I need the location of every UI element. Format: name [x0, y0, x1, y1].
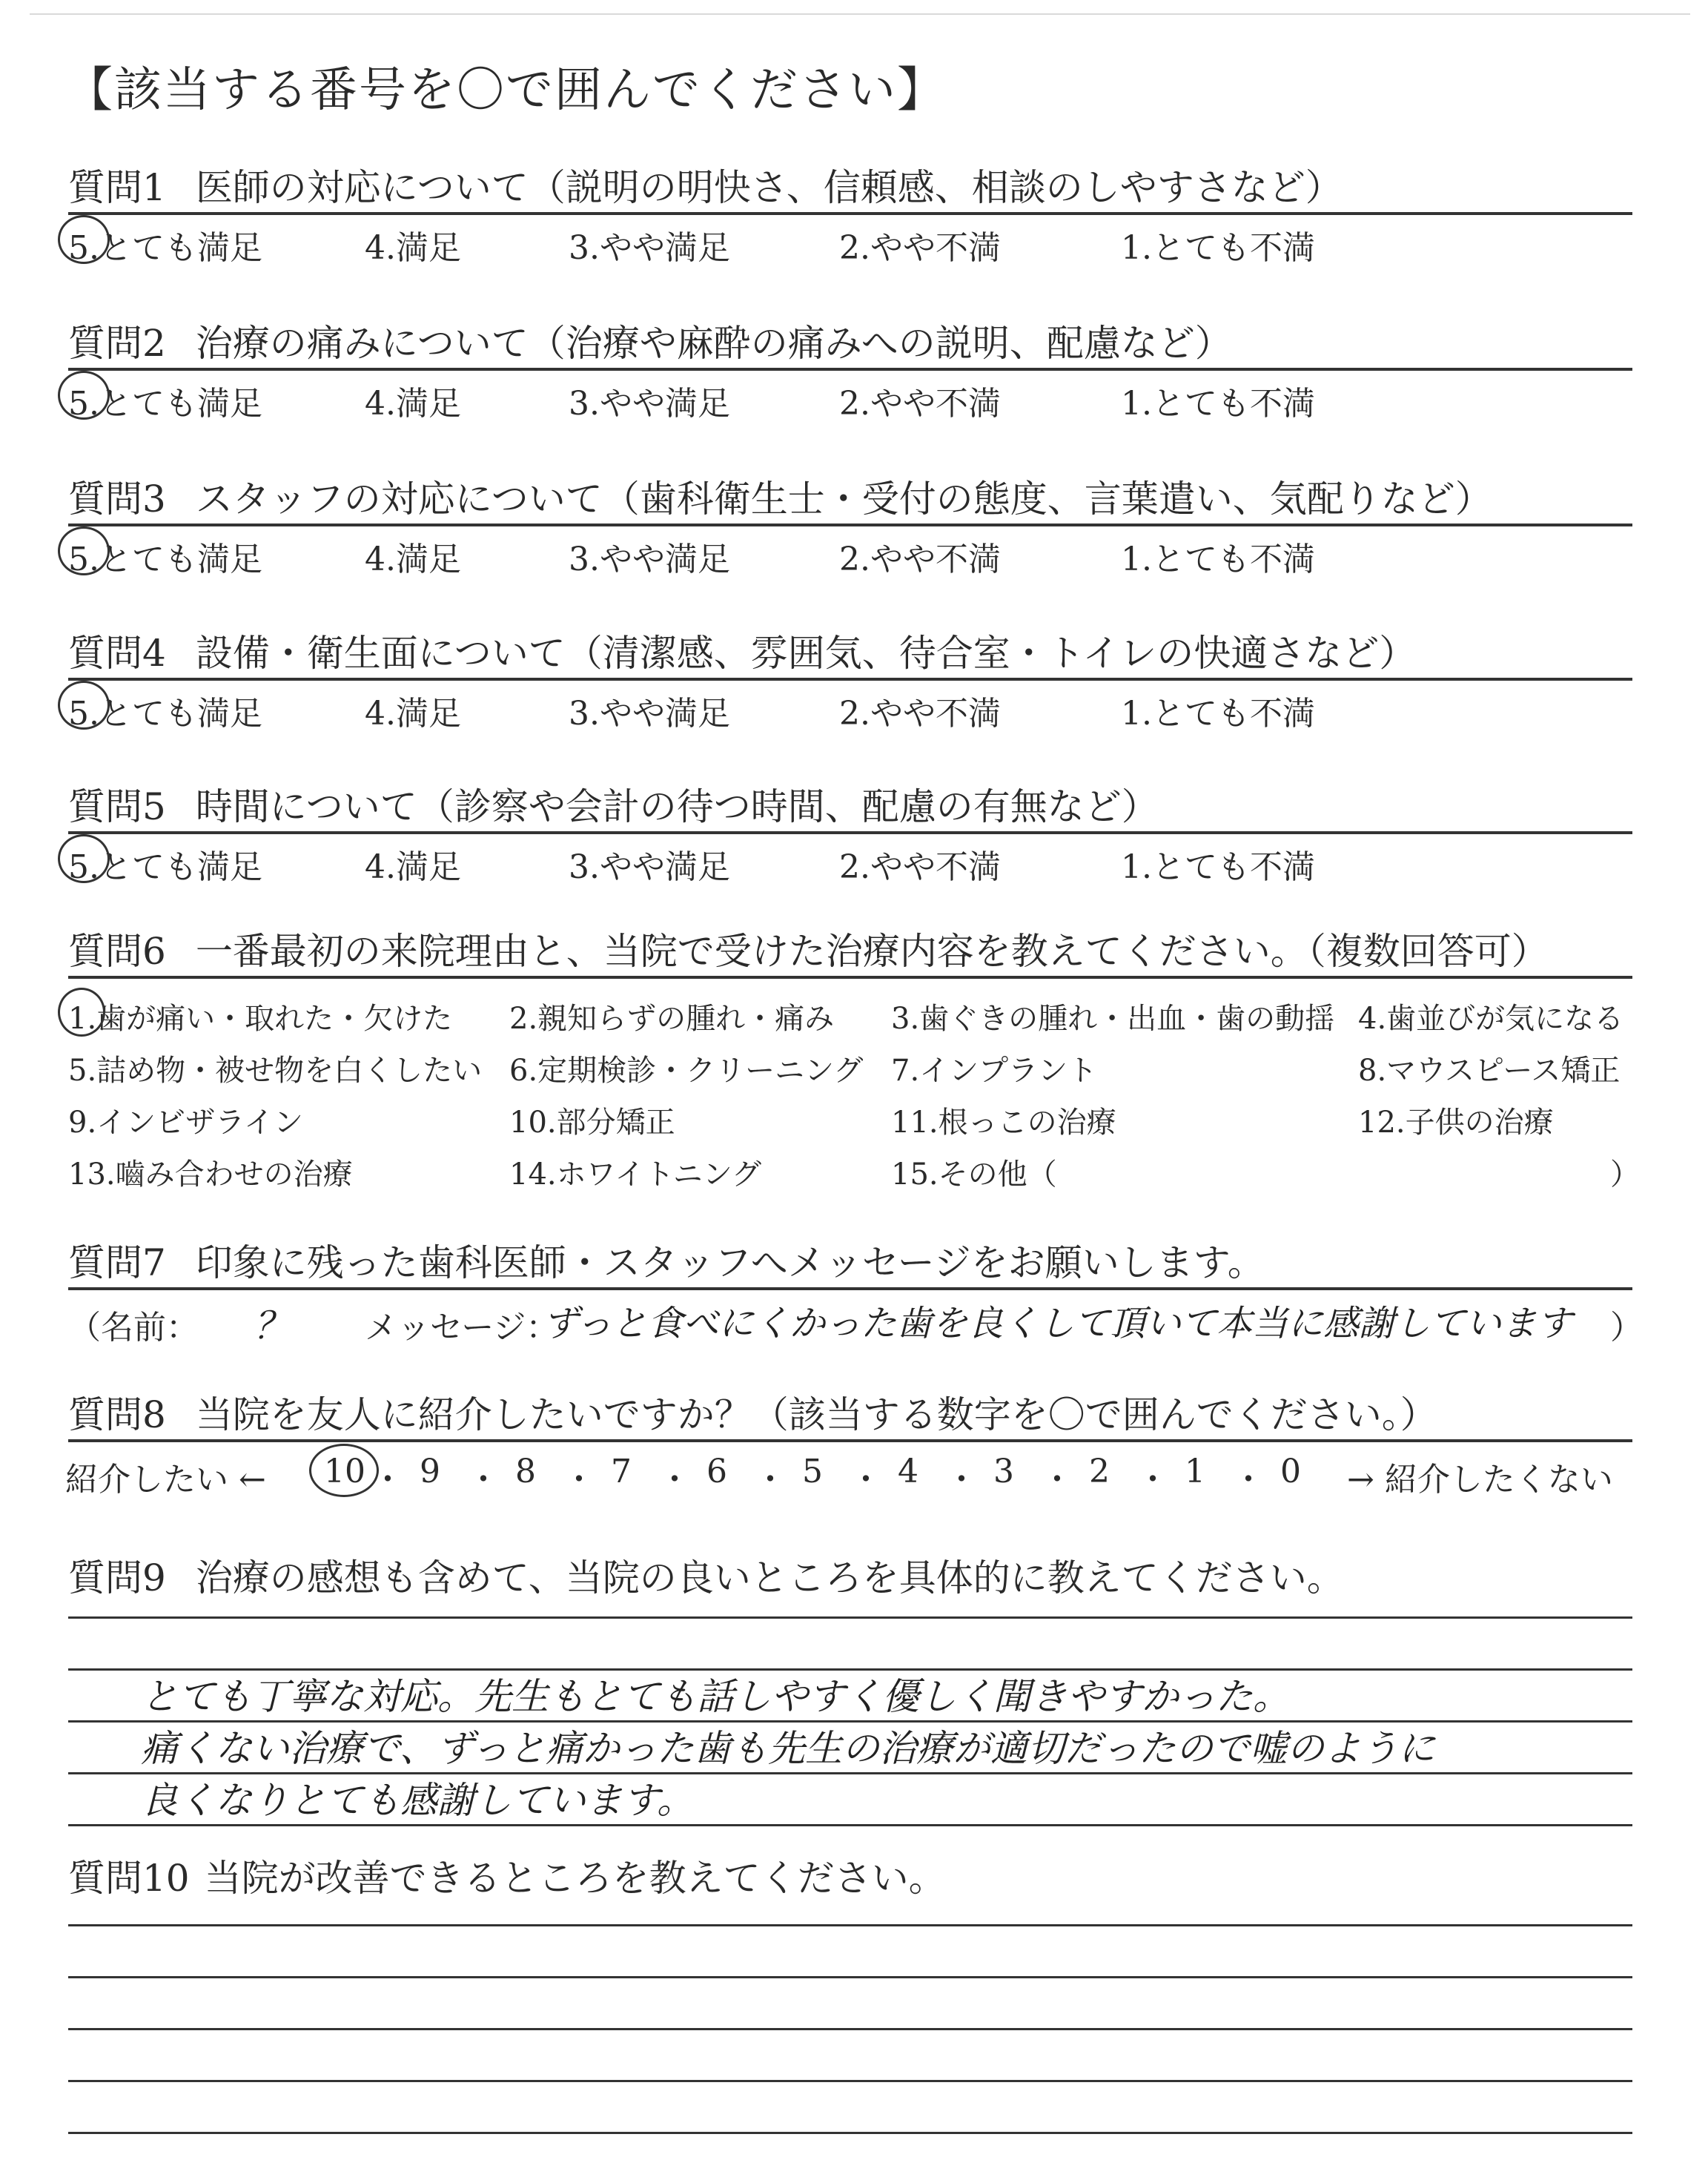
treatment-option[interactable]: 4.歯並びが気になる: [1358, 1002, 1624, 1036]
question-9: [68, 1553, 1632, 1602]
scale-number[interactable]: 8: [515, 1453, 536, 1490]
rating-options: [68, 371, 1632, 423]
selection-circle: [58, 215, 110, 264]
question-number: 質問8: [68, 1393, 166, 1436]
rating-option[interactable]: 1.とても不満: [1121, 541, 1315, 578]
question-text: 治療の痛みについて（治療や麻酔の痛みへの説明、配慮など）: [195, 322, 1232, 365]
question-number: 質問1: [68, 166, 166, 209]
rating-option[interactable]: 3.やや満足: [569, 385, 730, 423]
answer-rule: [68, 2132, 1632, 2134]
rating-option[interactable]: 3.やや満足: [569, 541, 730, 578]
scale-number[interactable]: 9: [420, 1453, 440, 1490]
recommend-scale: [65, 1442, 1632, 1502]
question-6: [68, 927, 1640, 1201]
answer-rule: [68, 1976, 1632, 1978]
rating-options: [68, 215, 1632, 267]
scale-separator: ・: [945, 1461, 978, 1499]
rating-option[interactable]: 1.とても不満: [1121, 848, 1315, 886]
message-label: メッセージ：: [365, 1309, 559, 1347]
name-label: （名前：: [68, 1309, 199, 1347]
question-2: [68, 319, 1632, 423]
rating-options: [68, 526, 1632, 578]
rating-option[interactable]: 3.やや満足: [569, 848, 730, 886]
question-number: 質問4: [68, 632, 166, 675]
question-number: 質問3: [68, 478, 166, 521]
scale-number[interactable]: 5: [802, 1453, 823, 1490]
question-text: 治療の感想も含めて、当院の良いところを具体的に教えてください。: [195, 1556, 1344, 1599]
rating-option[interactable]: 1.とても不満: [1121, 385, 1315, 423]
rating-option[interactable]: 3.やや満足: [569, 229, 730, 267]
question-number: 質問7: [68, 1241, 166, 1284]
selection-circle: [58, 681, 110, 730]
q9-answer-line[interactable]: 良くなりとても感謝しています。: [141, 1779, 694, 1822]
q9-answer-line[interactable]: とても丁寧な対応。先生もとても話しやすく優しく聞きやすかった。: [141, 1675, 1290, 1718]
message-close: ）: [1610, 1309, 1643, 1347]
scale-number[interactable]: 7: [611, 1453, 632, 1490]
rating-option[interactable]: 2.やや不満: [839, 695, 1001, 733]
question-number: 質問2: [68, 322, 166, 365]
q9-answer-line[interactable]: 痛くない治療で、ずっと痛かった歯も先生の治療が適切だったので嘘のように: [141, 1727, 1435, 1770]
rating-option[interactable]: 5.とても満足: [68, 541, 262, 578]
answer-rule: [68, 2080, 1632, 2082]
question-text: 医師の対応について（説明の明快さ、信頼感、相談のしやすさなど）: [195, 166, 1343, 209]
scale-number[interactable]: 10: [324, 1453, 365, 1490]
question-number: 質問6: [68, 930, 166, 973]
scale-separator: ・: [658, 1461, 691, 1499]
form-heading: 【該当する番号を〇で囲んでください】: [65, 63, 946, 118]
treatment-option[interactable]: 8.マウスピース矯正: [1358, 1054, 1621, 1088]
question-1: [68, 163, 1632, 267]
scale-separator: ・: [1232, 1461, 1265, 1499]
question-text: 設備・衛生面について（清潔感、雰囲気、待合室・トイレの快適さなど）: [195, 632, 1417, 675]
selection-circle: [58, 526, 110, 575]
selection-circle: [58, 371, 110, 420]
treatment-option[interactable]: 15.その他（: [891, 1157, 1057, 1192]
scale-number[interactable]: 0: [1280, 1453, 1301, 1490]
selection-circle: [58, 834, 110, 883]
rating-option[interactable]: 2.やや不満: [839, 541, 1001, 578]
rating-option[interactable]: 5.とても満足: [68, 385, 262, 423]
treatment-option[interactable]: 3.歯ぐきの腫れ・出血・歯の動揺: [891, 1002, 1335, 1036]
answer-rule: [68, 1616, 1632, 1619]
question-number: 質問9: [68, 1556, 166, 1599]
scale-number[interactable]: 2: [1089, 1453, 1110, 1490]
rating-option[interactable]: 1.とても不満: [1121, 695, 1315, 733]
top-border: [30, 13, 1690, 15]
rating-option[interactable]: 4.満足: [365, 848, 461, 886]
rating-option[interactable]: 5.とても満足: [68, 695, 262, 733]
scale-number[interactable]: 3: [993, 1453, 1014, 1490]
scale-separator: ・: [563, 1461, 595, 1499]
question-8: [65, 1390, 1632, 1502]
rating-option[interactable]: 4.満足: [365, 541, 461, 578]
treatment-option[interactable]: 13.嚙み合わせの治療: [68, 1157, 353, 1192]
rating-options: [68, 834, 1632, 886]
rating-option[interactable]: 2.やや不満: [839, 848, 1001, 886]
rating-option[interactable]: 2.やや不満: [839, 385, 1001, 423]
name-value[interactable]: ？: [254, 1304, 291, 1347]
rating-option[interactable]: 2.やや不満: [839, 229, 1001, 267]
scale-separator: ・: [1041, 1461, 1073, 1499]
rating-option[interactable]: 1.とても不満: [1121, 229, 1315, 267]
question-number: 質問5: [68, 785, 166, 828]
question-3: [68, 475, 1632, 578]
message-row: [68, 1290, 1643, 1347]
question-number: 質問10: [68, 1857, 190, 1900]
scale-right-label: → 紹介したくない: [1347, 1461, 1613, 1499]
rating-option[interactable]: 3.やや満足: [569, 695, 730, 733]
rating-options: [68, 681, 1632, 733]
question-7: [68, 1238, 1643, 1347]
treatment-option[interactable]: 9.インビザライン: [68, 1106, 303, 1140]
question-text: 当院を友人に紹介したいですか？（該当する数字を〇で囲んでください。）: [195, 1393, 1437, 1436]
scale-separator: ・: [371, 1461, 404, 1499]
treatment-option[interactable]: 14.ホワイトニング: [509, 1157, 762, 1192]
scale-separator: ・: [850, 1461, 882, 1499]
other-close-paren: ）: [1610, 1157, 1640, 1192]
selection-circle: [309, 1444, 379, 1497]
scale-separator: ・: [467, 1461, 500, 1499]
question-10: [68, 1854, 1632, 1903]
message-value[interactable]: ずっと食べにくかった歯を良くして頂いて本当に感謝しています: [543, 1303, 1573, 1344]
scale-number[interactable]: 1: [1185, 1453, 1205, 1490]
treatment-option[interactable]: 12.子供の治療: [1358, 1106, 1554, 1140]
rating-option[interactable]: 5.とても満足: [68, 848, 262, 886]
treatment-option[interactable]: 10.部分矯正: [509, 1106, 675, 1140]
scale-number[interactable]: 6: [706, 1453, 727, 1490]
question-text: 当院が改善できるところを教えてください。: [204, 1857, 946, 1900]
treatment-options: [68, 979, 1640, 1201]
treatment-option[interactable]: 1.歯が痛い・取れた・欠けた: [68, 1002, 453, 1036]
question-text: スタッフの対応について（歯科衛生士・受付の態度、言葉遣い、気配りなど）: [195, 478, 1492, 521]
treatment-option[interactable]: 5.詰め物・被せ物を白くしたい: [68, 1054, 483, 1088]
treatment-option[interactable]: 11.根っこの治療: [891, 1106, 1116, 1140]
scale-separator: ・: [754, 1461, 787, 1499]
scale-separator: ・: [1136, 1461, 1169, 1499]
question-text: 一番最初の来院理由と、当院で受けた治療内容を教えてください。（複数回答可）: [195, 930, 1549, 973]
treatment-option[interactable]: 7.インプラント: [891, 1054, 1098, 1088]
treatment-option[interactable]: 6.定期検診・クリーニング: [509, 1054, 864, 1088]
rating-option[interactable]: 4.満足: [365, 229, 461, 267]
question-5: [68, 782, 1632, 886]
treatment-option[interactable]: 2.親知らずの腫れ・痛み: [509, 1002, 835, 1036]
rating-option[interactable]: 5.とても満足: [68, 229, 262, 267]
question-text: 印象に残った歯科医師・スタッフへメッセージをお願いします。: [195, 1241, 1265, 1284]
selection-circle: [58, 988, 105, 1037]
rating-option[interactable]: 4.満足: [365, 385, 461, 423]
scale-left-label: 紹介したい ←: [65, 1461, 266, 1499]
question-text: 時間について（診察や会計の待つ時間、配慮の有無など）: [195, 785, 1159, 828]
scale-number[interactable]: 4: [898, 1453, 918, 1490]
answer-rule: [68, 2028, 1632, 2030]
question-4: [68, 629, 1632, 733]
rating-option[interactable]: 4.満足: [365, 695, 461, 733]
answer-rule: [68, 1824, 1632, 1826]
answer-rule: [68, 1924, 1632, 1926]
